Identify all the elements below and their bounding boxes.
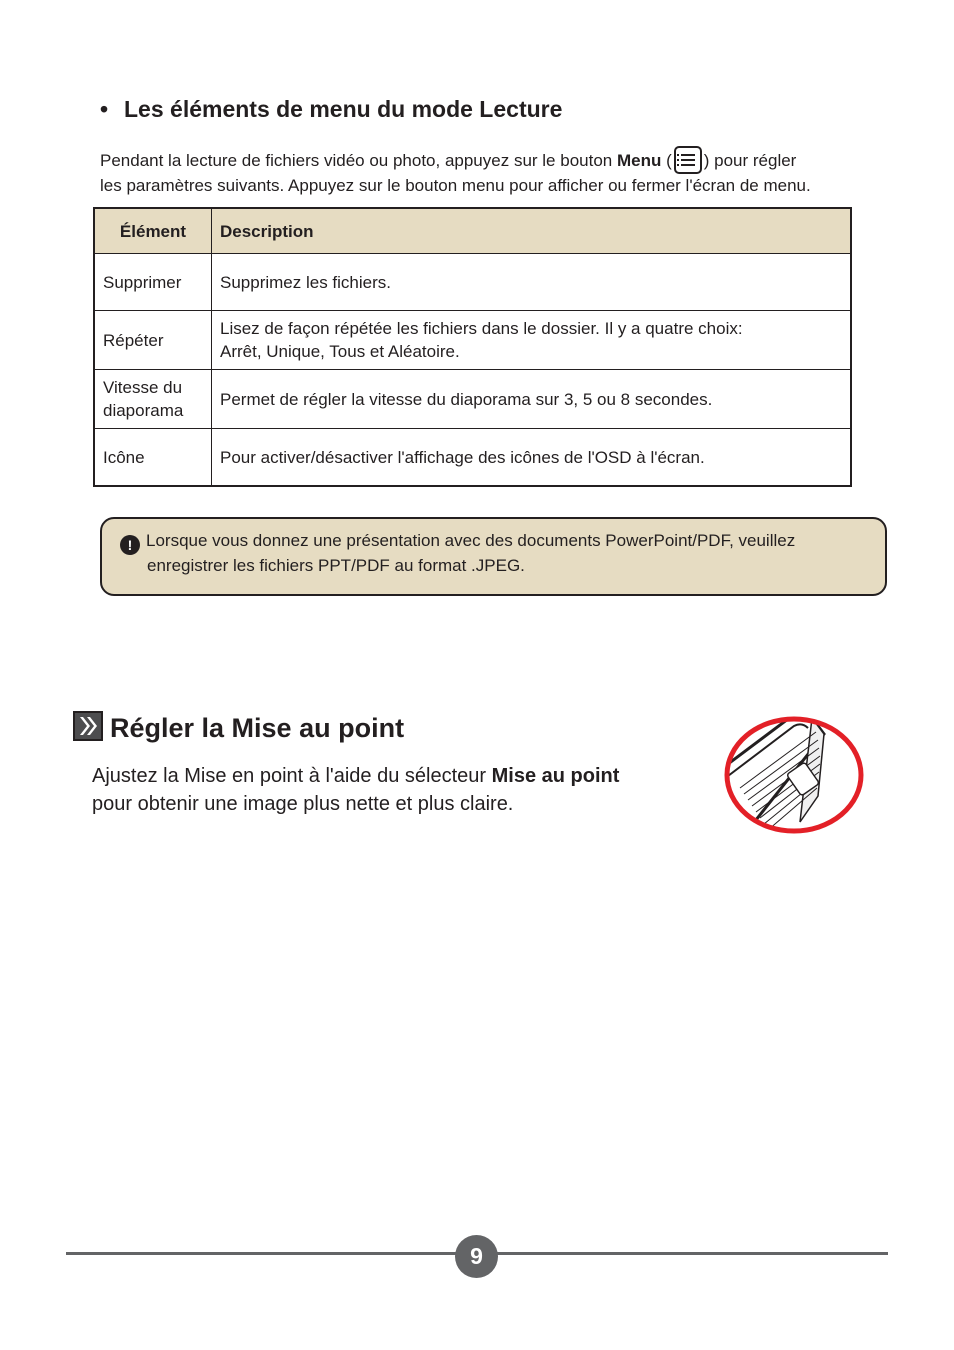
description-cell: Supprimez les fichiers.: [212, 254, 852, 311]
playback-menu-table: [93, 207, 852, 487]
note-line-1: ! Lorsque vous donnez une présentation avec des documents PowerPoint/PDF, veuillez: [120, 530, 867, 555]
intro-paragraph: [100, 146, 900, 197]
focus-paragraph: [92, 762, 619, 818]
note-line-2: enregistrer les fichiers PPT/PDF au format .JPEG.: [147, 556, 525, 575]
bullet: •: [100, 96, 109, 122]
section-heading-playback-menu: [100, 96, 562, 123]
menu-list-icon: [674, 146, 702, 174]
item-cell: Vitesse du diaporama: [94, 370, 212, 429]
table-row: [94, 370, 851, 429]
item-cell: Répéter: [94, 311, 212, 370]
focus-dial-illustration: [720, 712, 868, 836]
table-row: [94, 311, 851, 370]
description-cell: Lisez de façon répétée les fichiers dans le dossier. Il y a quatre choix: Arrêt, Unique, Tous et Aléatoire.: [212, 311, 852, 370]
focus-line-2: pour obtenir une image plus nette et plus claire.: [92, 793, 514, 815]
column-header-element: Élément: [94, 208, 212, 254]
exclamation-icon: !: [120, 535, 140, 555]
page-number-badge: 9: [455, 1235, 498, 1278]
intro-line-1: Pendant la lecture de fichiers vidéo ou photo, appuyez sur le bouton Menu ( ) pour régler: [100, 146, 900, 174]
focus-selector-label: Mise au point: [491, 765, 620, 787]
item-cell: Supprimer: [94, 254, 212, 311]
item-cell: Icône: [94, 429, 212, 487]
focus-line-1: Ajustez la Mise en point à l'aide du sélecteur Mise au point: [92, 765, 620, 787]
table-header-row: [94, 208, 851, 254]
chevron-right-icon: [73, 711, 103, 741]
description-cell: Pour activer/désactiver l'affichage des icônes de l'OSD à l'écran.: [212, 429, 852, 487]
description-cell: Permet de régler la vitesse du diaporama sur 3, 5 ou 8 secondes.: [212, 370, 852, 429]
column-header-description: Description: [212, 208, 852, 254]
section-heading-focus: Régler la Mise au point: [110, 713, 405, 743]
menu-label: Menu: [616, 151, 662, 170]
note-box: [100, 517, 887, 596]
section-heading-text: Les éléments de menu du mode Lecture: [124, 96, 563, 122]
intro-line-2: les paramètres suivants. Appuyez sur le bouton menu pour afficher ou fermer l'écran de menu.: [100, 176, 811, 195]
table-row: [94, 429, 851, 487]
table-row: [94, 254, 851, 311]
